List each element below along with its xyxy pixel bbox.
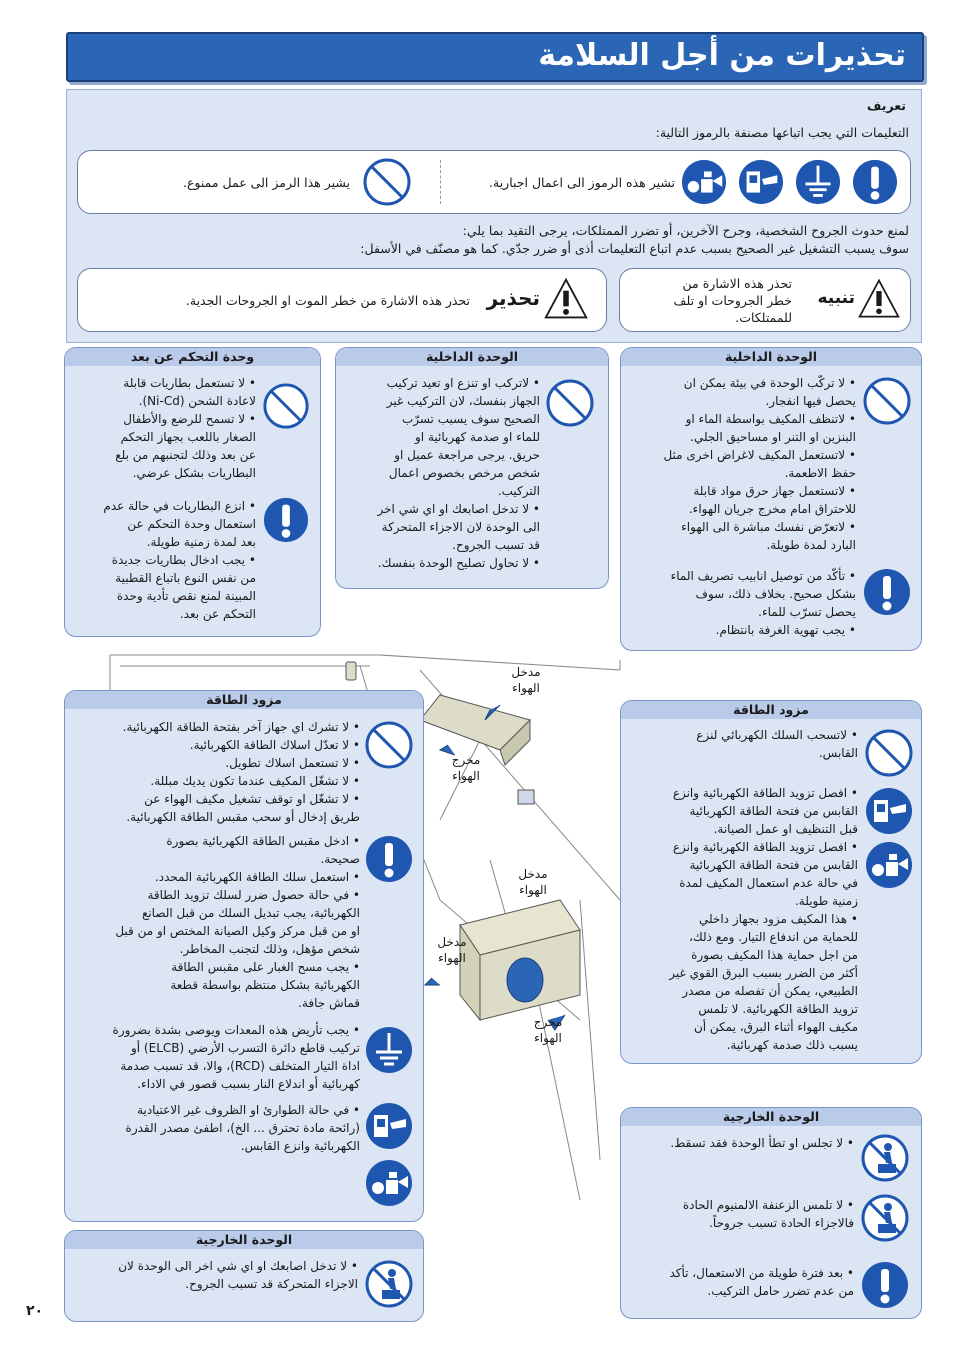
outdoor-left-list: • لا تدخل اصابعك او اي شي اخر الى الوحدة لان الاجزاء المتحركة قد تسبب الجروح. — [118, 1259, 358, 1291]
panel-title: الوحدة الداخلية — [621, 348, 921, 366]
unplug-icon — [680, 158, 728, 206]
prohibited-icon — [545, 378, 595, 428]
prohibited-icon — [364, 720, 414, 770]
panel-title: وحدة التحكم عن بعد — [65, 348, 320, 366]
caution-title: تنبيه — [817, 288, 855, 308]
prohibited-icon — [862, 376, 912, 426]
power-left-emergency-list: • في حالة الطوارئ او الظروف غير الاعتيادية (رائحة مادة تحترق ... الخ)، اطفئ مصدر القدرة الكهربائية وانزع القابس. — [125, 1103, 360, 1153]
page-number: ٢٠ — [26, 1303, 44, 1319]
switch-off-icon — [864, 786, 914, 836]
caution-text: تحذر هذه الاشارة من خطر الجروحات او تلف للممتلكات. — [673, 276, 792, 325]
panel-title: مزود الطاقة — [621, 701, 921, 719]
indoor-right-prohibited-list: • لا تركّب الوحدة في بيئة يمكن ان يحصل فيها انفجار. • لاتنظف المكيف بواسطة الماء او البنزين او التنر او مساحيق الجلي. • لاتستعمل المكيف لاغراض اخرى مثل حفظ الاطعمة. • لاتستعمل جهاز حرق مواد قابلة للاحتراق امام مخرج جريان الهواء. • لاتعرّض نفسك مباشرة الى الهواء البارد لمدة طويلة. — [663, 376, 856, 552]
legend-divider — [440, 160, 441, 204]
panel-title: الوحدة الداخلية — [336, 348, 608, 366]
warning-text: تحذر هذه الاشارة من خطر الموت او الجروحات الجدية. — [185, 293, 470, 308]
unplug-icon — [864, 840, 914, 890]
mandatory-legend-text: تشير هذه الرموز الى اعمال اجبارية. — [489, 175, 675, 190]
page-title-bar — [66, 32, 924, 82]
switch-off-icon — [737, 158, 785, 206]
panel-title: الوحدة الخارجية — [621, 1108, 921, 1126]
mandatory-exclamation-icon — [862, 567, 912, 617]
prohibited-icon — [864, 728, 914, 778]
power-left-earth-list: • يجب تأريض هذه المعدات ويوصى بشدة بضرورة تركيب قاطع دائرة التسرب الأرضي (ELCB) أو اداة التيار المتخلف (RCD)، والا، قد تسبب صدمة كهربائية أو اندلاع النار بسبب قصور في الاداء. — [112, 1023, 360, 1091]
switch-off-icon — [364, 1101, 414, 1151]
power-left-mandatory-list: • ادخل مقبس الطاقة الكهربائية بصورة صحيحة. • استعمل سلك الطاقة الكهربائية المحدد. • في حالة حصول ضرر لسلك تزويد الطاقة الكهربائية، يجب تبديل السلك من قبل الصانع او من قبل مركز وكيل الصيانة المختص او من قبل شخص مؤهل، وذلك لتجنب المخاطر. • يجب مسح الغبار على مقبس الطاقة الكهربائية بشكل منتظم بواسطة قطعة قماش جافة. — [115, 834, 360, 1010]
no-step-icon — [860, 1133, 910, 1183]
mandatory-exclamation-icon — [262, 496, 310, 544]
earth-ground-icon — [364, 1025, 414, 1075]
power-right-prohibited-list: • لاتسحب السلك الكهربائي لنزع القابس. — [696, 728, 858, 760]
remote-prohibited-list: • لا تستعمل بطاريات قابلة لاعادة الشحن (Ni-Cd). • لا تسمح للرضع والأطفال الصغار باللعب بجهاز التحكم عن بعد وذلك لتجنبهم من بلع البطاريات بشكل عرضي. — [115, 376, 256, 480]
remote-mandatory-list: • انزع البطاريات في حالة عدم استعمال وحدة التحكم عن بعد لمدة زمنية طويلة. • يجب ادخال بطاريات جديدة من نفس النوع باتباع القطبية المبينة لمنع نقص تأدية وحدة التحكم عن بعد. — [103, 499, 256, 621]
no-fingers-icon — [364, 1259, 414, 1309]
mandatory-exclamation-icon — [851, 158, 899, 206]
outdoor-bracket-check: • بعد فترة طويلة من الاستعمال، تأكد من عدم تضرر حامل التركيب. — [669, 1266, 854, 1298]
mandatory-exclamation-icon — [364, 834, 414, 884]
no-touch-fin-icon — [860, 1193, 910, 1243]
intro-paragraph-line1: لمنع حدوث الجروح الشخصية، وجرح الآخرين، أو تضرر الممتلكات، يرجى التقيد بما يلي: — [462, 223, 909, 238]
panel-title: الوحدة الخارجية — [65, 1231, 423, 1249]
outdoor-fin-warning: • لا تلمس الزعنفة الالمنيوم الحادة فالاجزاء الحادة تسبب جروحاً. — [682, 1198, 854, 1230]
power-right-mandatory-list: • افصل تزويد الطاقة الكهربائية وانزع القابس من فتحة الطاقة الكهربائية قبل التنظيف او عمل الصيانة. • افصل تزويد الطاقة الكهربائية وانزع القابس من فتحة الطاقة الكهربائية في حالة عدم استعمال المكيف لمدة زمنية طويلة. • هذا المكيف مزود بجهاز داخلي للحماية من اندفاع التيار. ومع ذلك، من اجل حماية هذا المكيف بصورة أكثر من الضرر بسبب البرق القوي غير الطبيعي، يمكن أن تفصله من مصدر تزويد الطاقة الكهربائية. لا تلمس مكيف الهواء أثناء البرق، يمكن أن يسبب ذلك صدمة كهربائية. — [669, 786, 858, 1052]
panel-title: مزود الطاقة — [65, 691, 423, 709]
unplug-icon — [364, 1158, 414, 1208]
earth-ground-icon — [794, 158, 842, 206]
prohibited-legend-text: يشير هذا الرمز الى عمل ممنوع. — [183, 175, 350, 190]
power-left-prohibited-list: • لا تشرك اي جهاز آخر بفتحة الطاقة الكهربائية. • لا تعدّل اسلاك الطاقة الكهربائية. • لا تستعمل اسلاك تطويل. • لا تشغّل المكيف عندما تكون يديك مبللة. • لا تشغّل او توقف تشغيل مكيف الهواء عن طريق إدخال أو سحب مقبس الطاقة الكهربائية. — [122, 720, 360, 824]
indoor-right-mandatory-list: • تأكّد من توصيل انابيب تصريف الماء بشكل صحيح. بخلاف ذلك، سوف يحصل تسرّب للماء. • يجب تهوية الغرفة بانتظام. — [670, 569, 856, 637]
air-inlet-label: مدخل الهواء — [518, 867, 548, 897]
air-inlet-label: مدخل الهواء — [437, 935, 467, 965]
definition-heading: تعريف — [866, 98, 906, 113]
mandatory-exclamation-icon — [860, 1260, 910, 1310]
outdoor-no-step-text: • لا تجلس او تطأ الوحدة فقد تسقط. — [670, 1136, 854, 1150]
air-outlet-label: مخرج الهواء — [533, 1015, 563, 1045]
air-outlet-label: مخرج الهواء — [451, 753, 481, 783]
warning-title: تحذير — [486, 286, 540, 310]
prohibited-icon — [262, 382, 310, 430]
indoor-center-list: • لاتركب او تنزع او تعيد تركيب الجهاز بنفسك، لان التركيب غير الصحيح سوف يسبب تسرّب للماء او صدمة كهربائية او حريق. يرجى مراجعة عميل او شخص مرخص بخصوص اعمال التركيب. • لا تدخل اصابعك او اي شي اخر الى الوحدة لان الاجزاء المتحركة قد تسبب الجروح. • لا تحاول تصليح الوحدة بنفسك. — [377, 376, 540, 570]
prohibited-icon — [362, 157, 412, 207]
warning-triangle-icon — [857, 277, 901, 321]
definition-text: التعليمات التي يجب اتباعها مصنفة بالرموز التالية: — [655, 125, 909, 140]
intro-paragraph-line2: سوف يسبب التشغيل غير الصحيح بسبب عدم اتباع التعليمات أذى أو ضرر جدّي. كما هو مصنّف في الأسفل: — [360, 241, 909, 256]
warning-triangle-icon — [543, 276, 589, 322]
page-title: تحذيرات من أجل السلامة — [538, 38, 906, 73]
air-inlet-label: مدخل الهواء — [511, 665, 541, 695]
